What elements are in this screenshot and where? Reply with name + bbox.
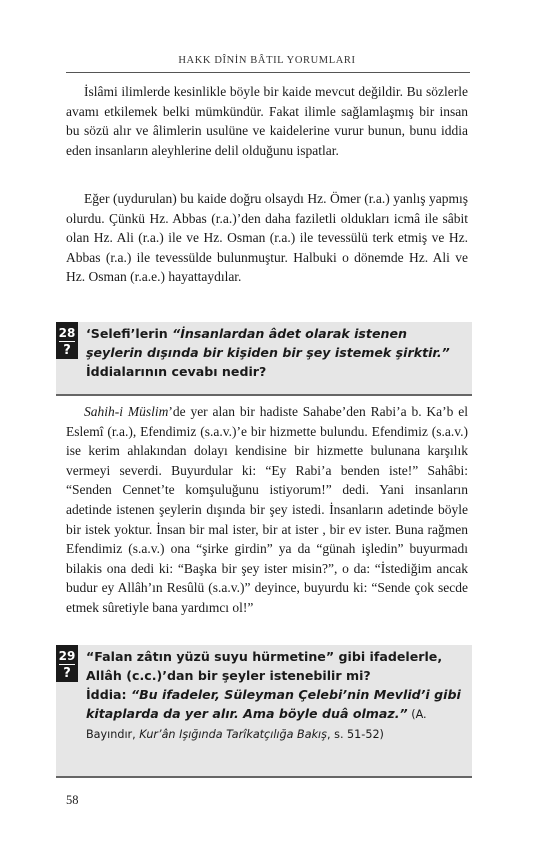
source-author: (A. Bayındır, [86,708,427,741]
header-rule [66,72,470,73]
question-number-badge [56,322,78,359]
question-mark-icon: ? [63,666,71,681]
question-box-29 [56,645,472,778]
question-text [86,322,472,385]
paragraph-3 [66,402,468,618]
page-number: 58 [66,793,79,807]
question-number: 28 [58,326,76,340]
question-line: “Falan zâtın yüzü suyu hürmetine” gibi ifadelerle, Allâh (c.c.)’dan bir şeyler istenebilir mi? [86,649,443,683]
question-box-28 [56,322,472,396]
paragraph-1: İslâmi ilimlerde kesinlikle böyle bir kaide mevcut değildir. Bu sözlerle avamı etkilemek belki mümkündür. Fakat ilimle sağlamlaşmış bir insan bu sözü alır ve âlimlerin usulüne ve kaidelerine vurur bunun, bunu iddia eden insanların aleyhlerine delil olduğunu ispatlar. [66,84,468,158]
claim-label: İddia: [86,687,131,702]
question-number: 29 [58,649,76,663]
paragraph-3-text: ’de yer alan bir hadiste Sahabe’den Rabi’a b. Ka’b el Eslemî (r.a.), Efendimiz (s.a.v.)’e bir hizmette bulundu. Efendimiz (s.a.v.) ise kerim ahlakından dolayı kendisine bir hizmette bulunana karşılık vermeyi severdi. Buyurdular ki: “Ey Rabi’a benden iste!” Sahâbi: “Senden Cennet’te komşuluğunu istiyorum!” dedi. Yani insanların adetinde istenen şeylerin dışında bir şey istedi. İnsanların adetinde böyle bir istek yoktur. İnsan bir mal ister, bir at ister , bir ev ister. Buna rağmen Efendimiz (s.a.v.) ona “şirke girdin” ya da “günah işledin” buyurmadı bilakis ona dedi ki: “Başka bir şey ister misin?”, o da: “İstediğim ancak budur ey Allâh’ın Resûlü (s.a.v.)” deyince, buyurdu ki: “Sende çok secde etmek sûretiyle bana yardımcı ol!” [66,404,469,615]
question-text [86,645,472,748]
book-title: Sahih-i Müslim [84,404,169,419]
paragraph-2: Eğer (uydurulan) bu kaide doğru olsaydı Hz. Ömer (r.a.) yanlış yapmış olurdu. Çünkü Hz. Abbas (r.a.)’den daha faziletli oldukları icmâ ile sâbit olan Hz. Ali (r.a.) ile ve Hz. Osman (r.a.) ile tevessülü terk etmiş ve Hz. Abbas (r.a.) ile tevessülde bulunmuştur. Halbuki o dönemde Hz. Ali ve Hz. Osman (r.a.e.) hayattaydılar. [66,191,468,285]
running-head: HAKK DÎNİN BÂTIL YORUMLARI [178,55,356,66]
question-lead: ‘Selefi’lerin [86,326,173,341]
question-mark-icon: ? [63,343,71,358]
question-number-badge [56,645,78,682]
source-title: Kur’ân Işığında Tarîkatçılığa Bakış [139,728,327,741]
question-tail: İddialarının cevabı nedir? [86,364,267,379]
question-quote: “İnsanlardan âdet olarak istenen şeylerin dışında bir kişiden bir şey istemek şirktir.” [86,326,450,360]
source-pages: , s. 51-52) [327,728,384,741]
claim-quote: “Bu ifadeler, Süleyman Çelebi’nin Mevlid’i gibi kitaplarda da yer alır. Ama böyle duâ olmaz.” [86,687,461,721]
